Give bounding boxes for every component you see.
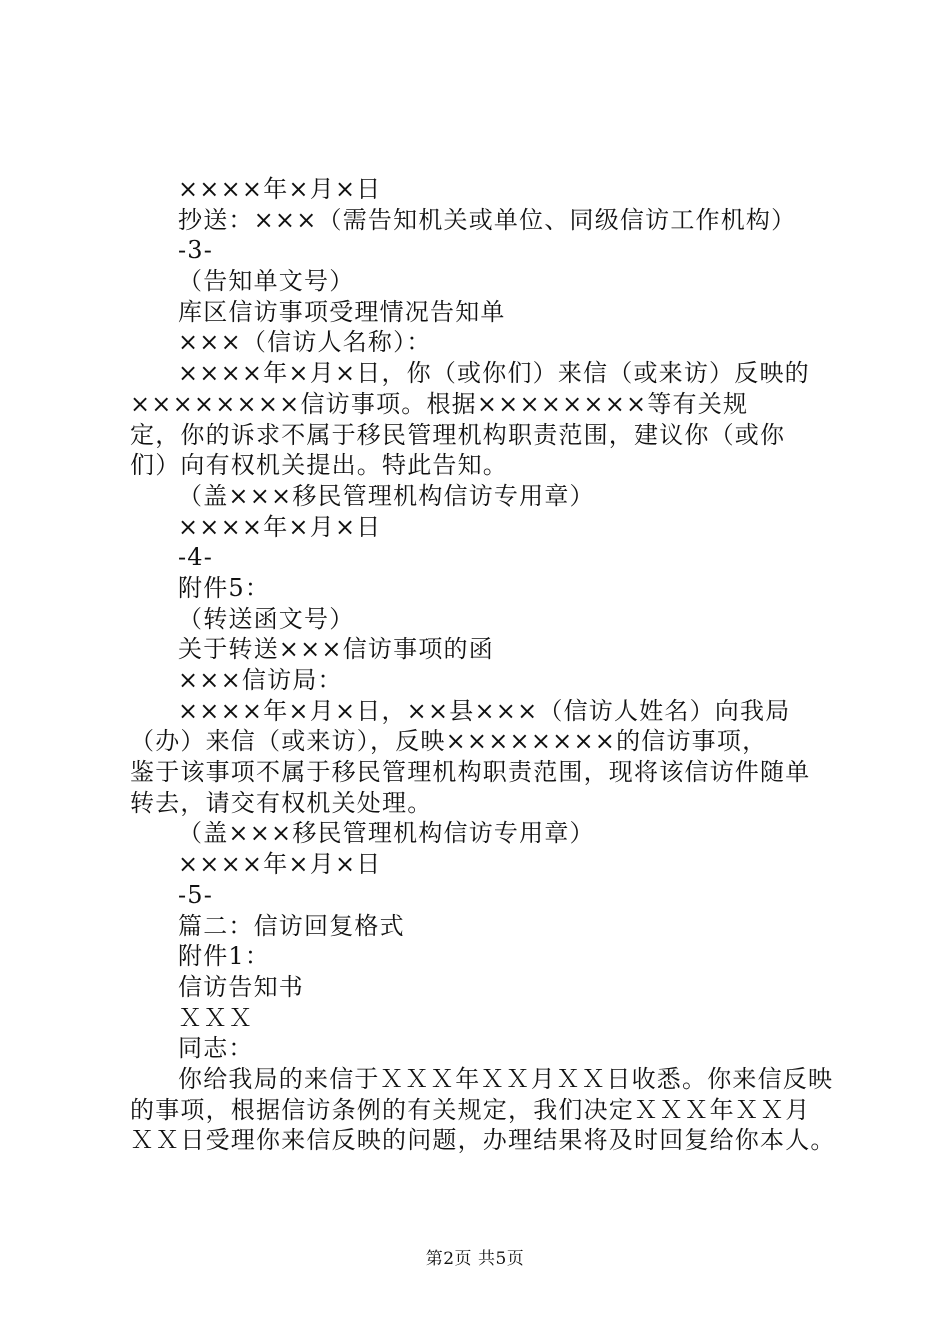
text-line: 同志： [178,1034,254,1063]
text-line: -5- [178,880,214,909]
text-line: ××××年×月×日 [178,850,382,879]
text-line: （告知单文号） [178,267,355,296]
text-line: ××××年×月×日，你（或你们）来信（或来访）反映的 [178,359,810,388]
text-line: 的事项，根据信访条例的有关规定，我们决定ＸＸＸ年ＸＸ月 [130,1095,811,1124]
text-line: （办）来信（或来访），反映××××××××的信访事项， [130,727,768,756]
page-footer: 第2页 共5页 [425,1249,525,1269]
text-line: 附件1： [178,942,271,971]
text-line: 关于转送×××信访事项的函 [178,635,494,664]
text-line: 们）向有权机关提出。特此告知。 [130,451,508,480]
text-line: （盖×××移民管理机构信访专用章） [178,481,595,510]
text-line: 抄送：×××（需告知机关或单位、同级信访工作机构） [178,205,797,234]
text-line: ××××年×月×日 [178,512,382,541]
text-line: 你给我局的来信于ＸＸＸ年ＸＸ月ＸＸ日收悉。你来信反映 [178,1064,834,1093]
text-line: ＸＸＸ [178,1003,254,1032]
text-line: 转去，请交有权机关处理。 [130,788,433,817]
text-line: -4- [178,543,214,572]
text-line: （转送函文号） [178,604,355,633]
text-line: 鉴于该事项不属于移民管理机构职责范围，现将该信访件随单 [130,758,811,787]
text-line: -3- [178,236,214,265]
text-line: 信访告知书 [178,972,304,1001]
text-line: ×××信访局： [178,666,343,694]
text-line: ××××××××信访事项。根据××××××××等有关规 [130,389,749,418]
text-line: 库区信访事项受理情况告知单 [178,297,506,326]
text-line: 定，你的诉求不属于移民管理机构职责范围，建议你（或你 [130,420,786,449]
text-line: 附件5： [178,573,271,602]
text-line: ×××（信访人名称）： [178,328,432,357]
text-line: 篇二：信访回复格式 [178,911,405,940]
text-line: ××××年×月×日，××县×××（信访人姓名）向我局 [178,696,791,725]
text-line: （盖×××移民管理机构信访专用章） [178,819,595,848]
text-line: ××××年×月×日 [178,175,382,203]
document-body [130,174,836,1156]
text-line: ＸＸ日受理你来信反映的问题，办理结果将及时回复给你本人。 [130,1126,836,1155]
